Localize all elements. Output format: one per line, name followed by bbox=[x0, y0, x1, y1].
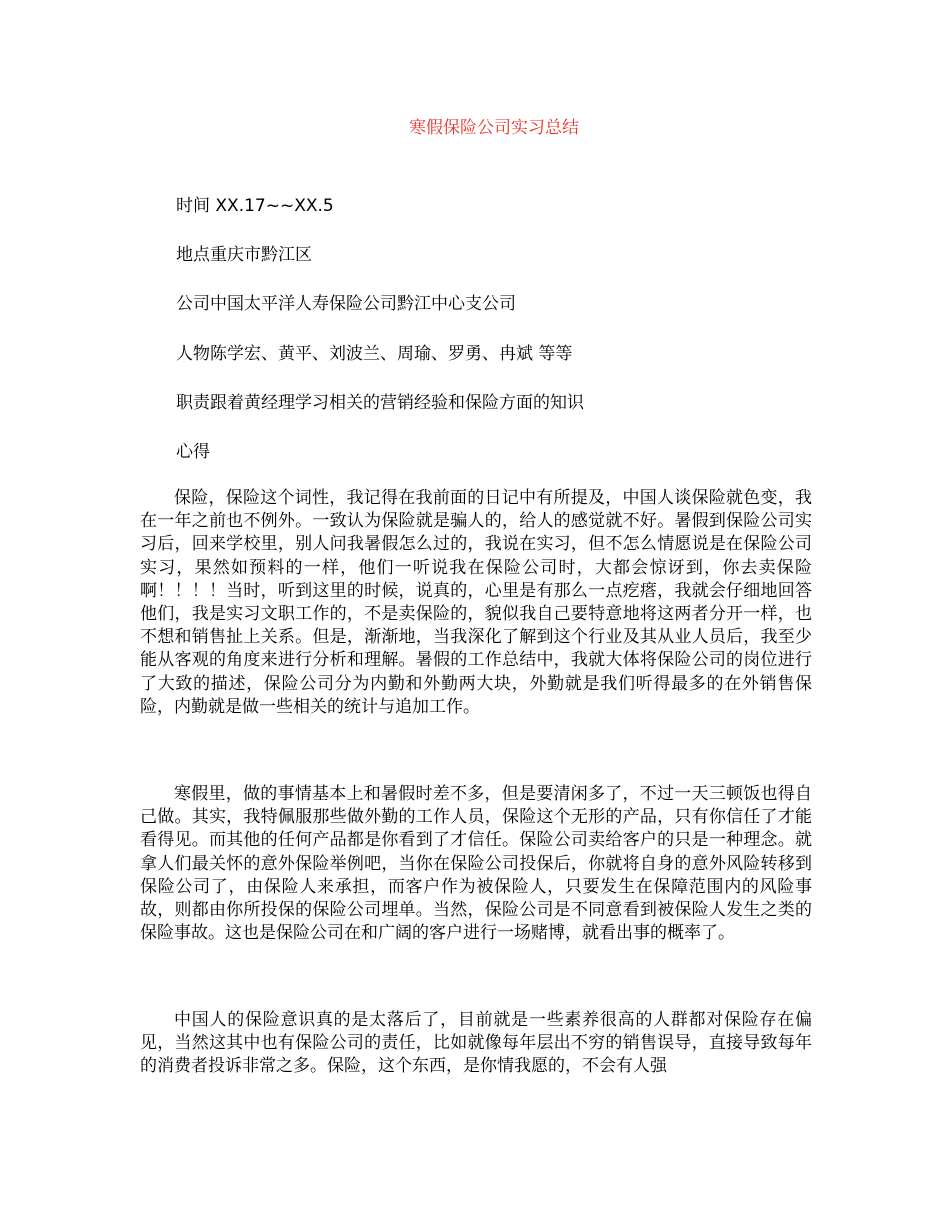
paragraph-3: 中国人的保险意识真的是太落后了，目前就是一些素养很高的人群都对保险存在偏见，当然这其中也有保险公司的责任，比如就像每年层出不穷的销售误导，直接导致每年的消费者投诉非常之多。保险，这个东西，是你情我愿的，不会有人强 bbox=[140, 1010, 812, 1077]
meta-heading-insights: 心得 bbox=[176, 442, 210, 462]
meta-people: 人物陈学宏、黄平、刘波兰、周瑜、罗勇、冉斌 等等 bbox=[176, 344, 573, 364]
meta-duty: 职责跟着黄经理学习相关的营销经验和保险方面的知识 bbox=[176, 393, 584, 413]
meta-company: 公司中国太平洋人寿保险公司黔江中心支公司 bbox=[176, 294, 516, 314]
meta-time: 时间 XX.17~~XX.5 bbox=[176, 196, 334, 216]
document-title: 寒假保险公司实习总结 bbox=[409, 118, 579, 138]
paragraph-2: 寒假里，做的事情基本上和暑假时差不多，但是要清闲多了，不过一天三顿饭也得自己做。其实，我特佩服那些做外勤的工作人员，保险这个无形的产品，只有你信任了才能看得见。而其他的任何产品都是你看到了才信任。保险公司卖给客户的只是一种理念。就拿人们最关怀的意外保险举例吧，当你在保险公司投保后，你就将自身的意外风险转移到保险公司了，由保险人来承担，而客户作为被保险人，只要发生在保障范围内的风险事故，则都由你所投保的保险公司埋单。当然，保险公司是不同意看到被保险人发生之类的保险事故。这也是保险公司在和广阔的客户进行一场赌博，就看出事的概率了。 bbox=[140, 784, 812, 944]
paragraph-1: 保险，保险这个词性，我记得在我前面的日记中有所提及，中国人谈保险就色变，我在一年之前也不例外。一致认为保险就是骗人的，给人的感觉就不好。暑假到保险公司实习后，回来学校里，别人问我暑假怎么过的，我说在实习，但不怎么情愿说是在保险公司实习，果然如预料的一样，他们一听说我在保险公司时，大都会惊讶到，你去卖保险啊！！！！当时，听到这里的时候，说真的，心里是有那么一点疙瘩，我就会仔细地回答他们，我是实习文职工作的，不是卖保险的，貌似我自己要特意地将这两者分开一样，也不想和销售扯上关系。但是，渐渐地，当我深化了解到这个行业及其从业人员后，我至少能从客观的角度来进行分析和理解。暑假的工作总结中，我就大体将保险公司的岗位进行了大致的描述，保险公司分为内勤和外勤两大块，外勤就是我们听得最多的在外销售保险，内勤就是做一些相关的统计与追加工作。 bbox=[140, 488, 812, 717]
meta-location: 地点重庆市黔江区 bbox=[176, 245, 312, 265]
